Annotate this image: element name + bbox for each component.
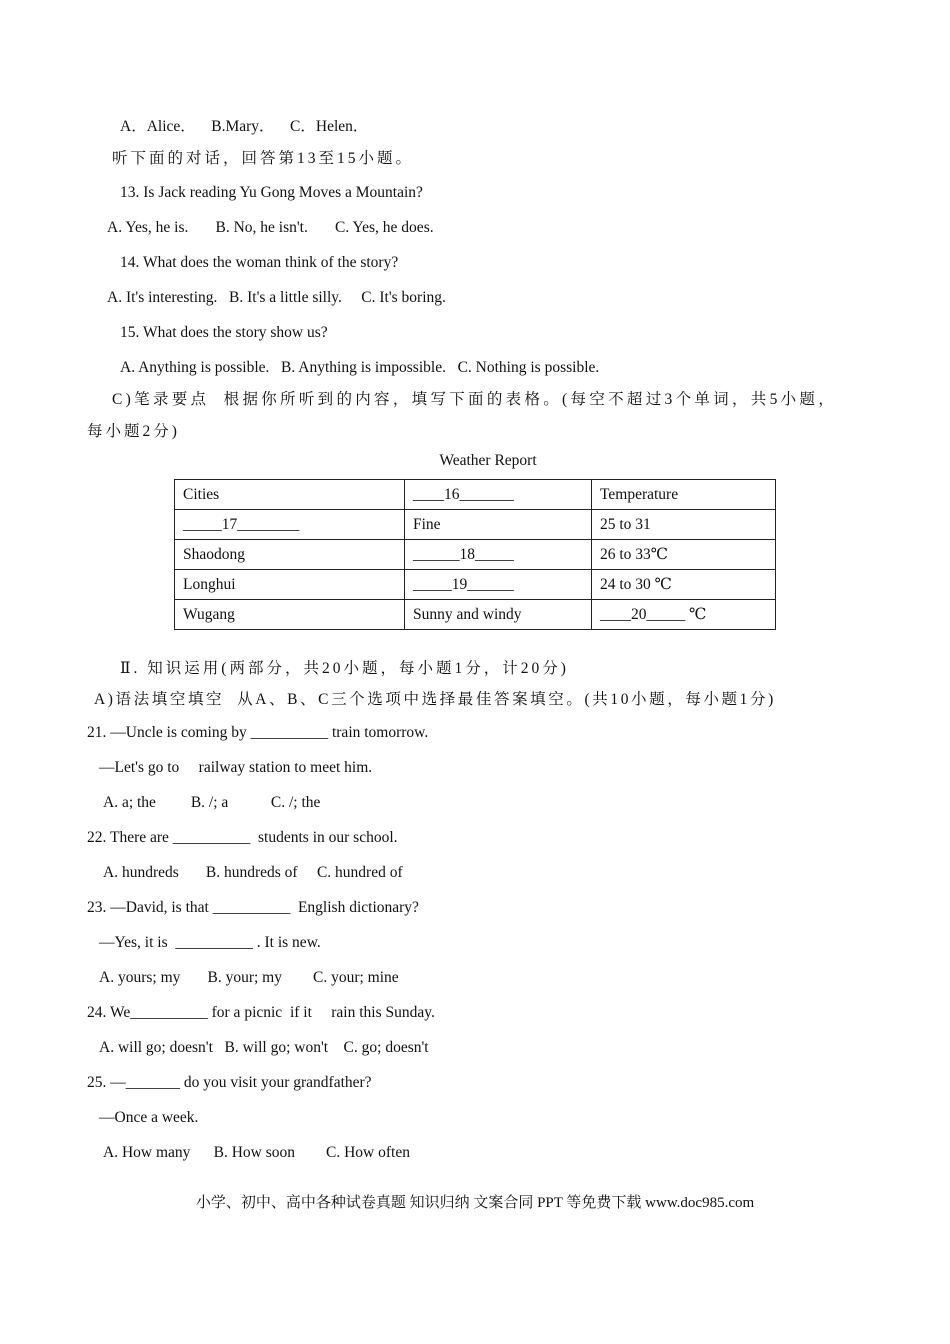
table-caption: Weather Report [439,452,537,469]
table-cell: Cities [175,480,405,510]
question-13-options: A. Yes, he is. B. No, he isn't. C. Yes, he does. [107,219,434,236]
question-21-reply: —Let's go to railway station to meet him. [99,759,373,776]
table-cell: Fine [405,510,592,540]
question-23-options: A. yours; my B. your; my C. your; mine [99,969,399,986]
question-22-options: A. hundreds B. hundreds of C. hundred of [103,864,403,881]
table-cell: Sunny and windy [405,600,592,630]
part-2-heading: Ⅱ. 知识运用(两部分，共20小题，每小题1分，计20分) [120,660,569,677]
table-cell: _____19______ [405,570,592,600]
question-25-options: A. How many B. How soon C. How often [103,1144,410,1161]
question-25-reply: —Once a week. [99,1109,199,1126]
table-row [175,540,776,570]
table-cell: Longhui [175,570,405,600]
page-footer: 小学、初中、高中各种试卷真题 知识归纳 文案合同 PPT 等免费下载 www.doc985.com [195,1195,755,1211]
q12-options: A．Alice． B.Mary． C．Helen． [120,118,369,135]
table-cell: Shaodong [175,540,405,570]
table-row [175,600,776,630]
question-23: 23. —David, is that __________ English dictionary? [87,899,419,916]
table-cell: Temperature [592,480,776,510]
table-cell: ____16_______ [405,480,592,510]
question-24: 24. We__________ for a picnic if it rain this Sunday. [87,1004,435,1021]
table-row [175,510,776,540]
question-15: 15. What does the story show us? [120,324,328,341]
question-22: 22. There are __________ students in our school. [87,829,398,846]
table-cell: 26 to 33℃ [592,540,776,570]
table-row [175,480,776,510]
question-15-options: A. Anything is possible. B. Anything is impossible. C. Nothing is possible. [120,359,600,376]
table-row [175,570,776,600]
table-cell: ______18_____ [405,540,592,570]
table-cell: Wugang [175,600,405,630]
table-cell: _____17________ [175,510,405,540]
question-13: 13. Is Jack reading Yu Gong Moves a Mountain? [120,184,423,201]
section-c-instruction: C)笔录要点 根据你所听到的内容，填写下面的表格。(每空不超过3个单词，共5小题， [112,391,838,408]
question-21-options: A. a; the B. /; a C. /; the [103,794,321,811]
table-cell: 24 to 30 ℃ [592,570,776,600]
listening-instruction-13-15: 听下面的对话，回答第13至15小题。 [112,150,415,167]
question-14-options: A. It's interesting. B. It's a little silly. C. It's boring. [107,289,446,306]
part-a-heading: A)语法填空填空 从A、B、C三个选项中选择最佳答案填空。(共10小题，每小题1分) [94,691,776,708]
question-25: 25. —_______ do you visit your grandfather? [87,1074,372,1091]
weather-report-table [174,479,776,630]
question-24-options: A. will go; doesn't B. will go; won't C. go; doesn't [99,1039,429,1056]
question-21: 21. —Uncle is coming by __________ train tomorrow. [87,724,429,741]
table-cell: ____20_____ ℃ [592,600,776,630]
question-14: 14. What does the woman think of the story? [120,254,399,271]
table-cell: 25 to 31 [592,510,776,540]
question-23-reply: —Yes, it is __________ . It is new. [99,934,321,951]
section-c-instruction-cont: 每小题2分) [87,423,180,440]
